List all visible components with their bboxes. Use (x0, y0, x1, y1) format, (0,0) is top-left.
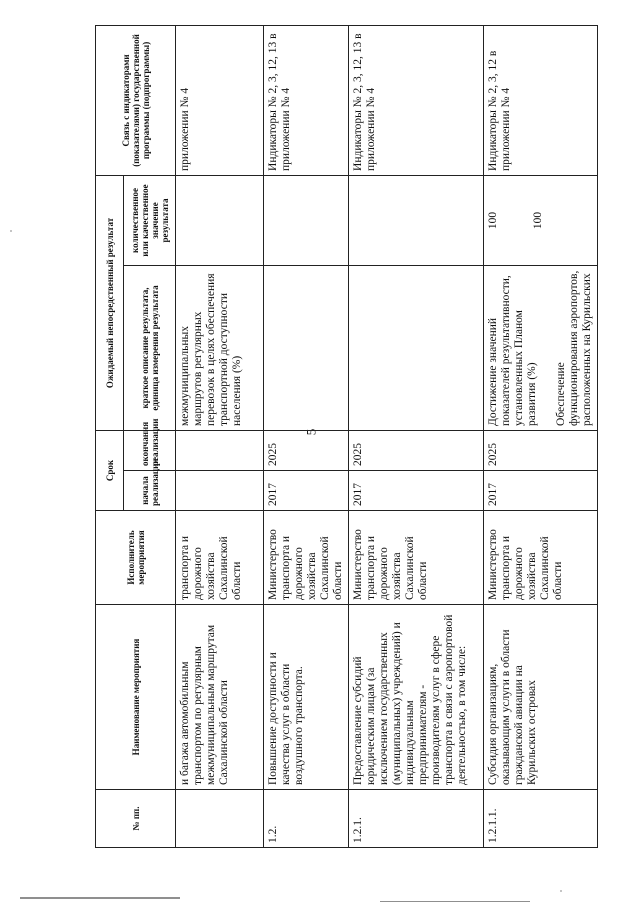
cell-num: 1.2. (264, 790, 349, 848)
header-executor: Исполнитель мероприятия (96, 511, 176, 605)
cell-executor: Министерство транспорта и дорожного хозяйства Сахалинской области (484, 511, 598, 605)
cell-executor: транспорта и дорожного хозяйства Сахалинской области (176, 511, 264, 605)
header-period: Срок (96, 430, 124, 510)
cell-start (176, 471, 264, 511)
table-row (176, 25, 264, 847)
header-expected: Ожидаемый непосредственный результат (96, 175, 124, 430)
cell-num: 1.2.1.1. (484, 790, 598, 848)
cell-desc-part2: Обеспечение функционирования аэропортов, расположенных на Курильских (555, 270, 593, 426)
header-name: Наименование мероприятия (96, 605, 176, 790)
cell-value (484, 175, 598, 265)
cell-end: 2025 (349, 430, 484, 470)
cell-num: 1.2.1. (349, 790, 484, 848)
cell-link: Индикаторы № 2, 3, 12 в приложении № 4 (484, 25, 598, 175)
cell-value-part1: 100 (487, 211, 499, 230)
cell-end: 2025 (264, 430, 349, 470)
table-row (349, 25, 484, 847)
header-num: № пп. (96, 790, 176, 848)
cell-value (349, 175, 484, 265)
cell-desc: межмуниципальных маршрутов регулярных перевозок в целях обеспечения транспортной доступности населения (%) (176, 265, 264, 430)
scan-artifact-line (380, 901, 530, 902)
cell-value (264, 175, 349, 265)
cell-executor: Министерство транспорта и дорожного хозяйства Сахалинской области (264, 511, 349, 605)
cell-executor: Министерство транспорта и дорожного хозяйства Сахалинской области (349, 511, 484, 605)
header-quant: количественное или качественное значение результата (124, 175, 176, 265)
cell-end: 2025 (484, 430, 598, 470)
cell-name: Субсидия организациям, оказывающим услуги в области гражданской авиации на Курильских островах (484, 605, 598, 790)
table-row (264, 25, 349, 847)
cell-name: Повышение доступности и качества услуг в области воздушного транспорта. (264, 605, 349, 790)
cell-link: Индикаторы № 2, 3, 12, 13 в приложении № 4 (264, 25, 349, 175)
measures-table (95, 25, 598, 848)
header-end: окончания реализации (124, 430, 176, 470)
cell-start: 2017 (264, 471, 349, 511)
table-row (484, 25, 598, 847)
scan-artifact-dot (560, 890, 562, 892)
header-start: начала реализации (124, 471, 176, 511)
cell-end (176, 430, 264, 470)
cell-desc (264, 265, 349, 430)
cell-value-part2: 100 (532, 211, 544, 230)
header-short-desc: краткое описание результата, единица измерения результата (124, 265, 176, 430)
page-number: 5 (303, 428, 319, 436)
cell-link: Индикаторы № 2, 3, 12, 13 в приложении № 4 (349, 25, 484, 175)
cell-value (176, 175, 264, 265)
measures-table-rotated (95, 26, 598, 848)
cell-start: 2017 (484, 471, 598, 511)
cell-desc (349, 265, 484, 430)
cell-name: и багажа автомобильным транспортом по регулярным межмуниципальным маршрутам Сахалинской области (176, 605, 264, 790)
cell-link: приложении № 4 (176, 25, 264, 175)
cell-desc-part1: Достижение значений показателей результативности, установленных Планом развития (%) (487, 275, 538, 426)
cell-num (176, 790, 264, 848)
scan-artifact-line (20, 897, 180, 899)
header-link: Связь с индикаторами (показателями) государственной программы (подпрограммы) (96, 25, 176, 175)
cell-start: 2017 (349, 471, 484, 511)
scan-artifact-dot (10, 230, 12, 232)
cell-name: Предоставление субсидий юридическим лицам (за исключением государственных (муниципальных) учреждений) и индивидуальным предпринимателям - производителям услуг в сфере транспорта в связи с аэропортовой деятельностью, в том числе: (349, 605, 484, 790)
cell-desc (484, 265, 598, 430)
